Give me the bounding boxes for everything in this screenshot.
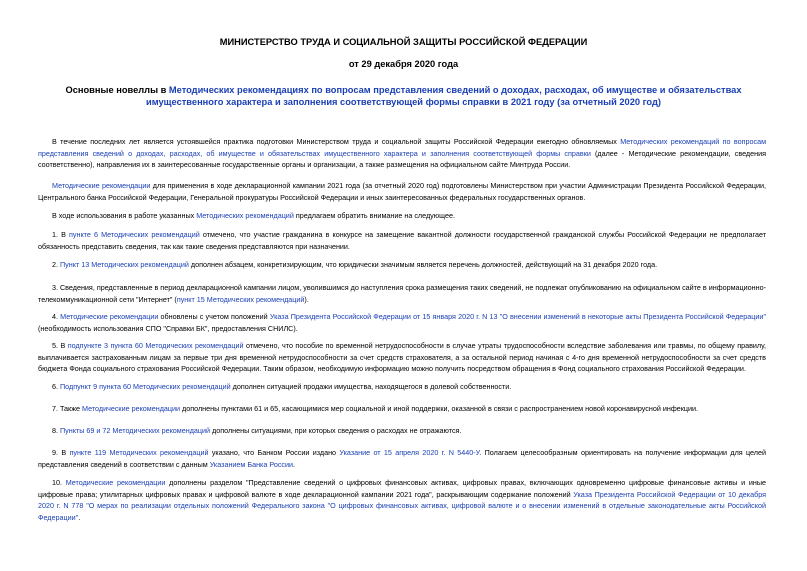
link-point-15[interactable]: пункт 15 Методических рекомендаций (176, 294, 305, 304)
link-decree-13[interactable]: Указа Президента Российской Федерации от 15 января 2020 г. N 13 "О внесении изменений в некоторые акты Президента Российской Федерации" (269, 312, 767, 321)
link-point-13[interactable]: Пункт 13 Методических рекомендаций (60, 260, 189, 269)
link-point-6[interactable]: пункте 6 Методических рекомендаций (68, 230, 200, 239)
text: 6. (52, 382, 60, 391)
document-title (40, 84, 767, 108)
item-6 (38, 381, 766, 393)
text: предлагаем обратить внимание на следующее. (293, 211, 455, 220)
text: дополнены разделом "Представление сведений о цифровых финансовых активах, цифровых правах, включающих одновременно цифровые финансовые активы и иные цифровые права; утилитарных цифровых правах и цифровой валюте в ходе декларационной кампании 2021 года", раскрывающим содержание положений (38, 478, 766, 499)
paragraph-preparation (38, 180, 766, 203)
text: . (78, 512, 81, 522)
item-2 (38, 259, 766, 271)
text: отмечено, что пособие по временной нетрудоспособности в случае утраты трудоспособности вследствие заболевания или травмы, по общему правилу, выплачивается застрахованным лицам за первые три дня временной нетрудоспособности за счет средств страхователя, а за остальной период начиная с 4-го дня временной нетрудоспособности за счет средств бюджета Фонда социального страхования Российской Федерации. Таким образом, необходимую информацию можно получить посредством обращения в Фонд социального страхования Российской Федерации. (38, 341, 766, 373)
item-1 (38, 229, 766, 252)
text: указано, что Банком России издано (208, 448, 340, 457)
link-methodical-recommendations[interactable]: Методические рекомендации (65, 478, 166, 487)
link-methodical-recommendations[interactable]: Методические рекомендации (60, 312, 159, 321)
text: обновлены с учетом положений (158, 312, 270, 321)
paragraph-attention (38, 210, 766, 222)
title-text: Основные новеллы в (65, 85, 169, 95)
text: 4. (52, 312, 61, 321)
text: для применения в ходе декларационной кампании 2021 года (за отчетный 2020 год) подготовлены Министерством при участии Администрации Президента Российской Федерации, Центрального банка Российской Федерации, Генеральной прокуратуры Российской Федерации и иных заинтересованных федеральных государственных органов. (38, 181, 766, 202)
text: В ходе использования в работе указанных (52, 211, 197, 220)
text: 5. В (52, 341, 68, 350)
link-methodical-recommendations[interactable]: Методических рекомендаций по вопросам представления сведений о доходах, расходах, об имуществе и обязательствах имущественного характера и заполнения соответствующей формы справки (38, 137, 767, 158)
text: . (293, 459, 296, 469)
paragraph-intro (38, 136, 766, 171)
text: 3. Сведения, представленные в период декларационной кампании лицом, уволившимся до наступления срока размещения таких сведений, не подлежат опубликованию на официальном сайте в информационно-телекоммуникационной сети "Интернет" ( (38, 283, 766, 304)
title-link[interactable]: Методических рекомендациях по вопросам представления сведений о доходах, расходах, об имуществе и обязательствах имущественного характера и заполнения соответствующей формы справки в 2021 году (за отчетный 2020 год) (146, 85, 742, 107)
text: . Полагаем целесообразным ориентировать на получение информации для целей представления сведений в соответствии с данным (38, 448, 766, 469)
item-10 (38, 477, 766, 523)
text: дополнен ситуацией продажи имущества, находящегося в долевой собственности. (230, 382, 512, 391)
text: дополнены ситуациями, при которых сведения о расходах не отражаются. (210, 426, 462, 435)
link-bank-of-russia-directive[interactable]: Указанием Банка России (209, 459, 294, 469)
document-date: от 29 декабря 2020 года (348, 59, 459, 69)
link-methodical-recommendations[interactable]: Методических рекомендаций (196, 211, 294, 220)
text: (далее - Методические рекомендации, сведения соответственно), направления их в заинтересованные государственные органы и организации, а также размещения на официальном сайте Минтруда России. (38, 148, 766, 169)
link-methodical-recommendations[interactable]: Методические рекомендации (82, 404, 181, 413)
text: 10. (52, 478, 66, 487)
ministry-heading: МИНИСТЕРСТВО ТРУДА И СОЦИАЛЬНОЙ ЗАЩИТЫ РОССИЙСКОЙ ФЕДЕРАЦИИ (219, 37, 588, 47)
item-5 (38, 340, 766, 375)
item-8 (38, 425, 766, 437)
text: 2. (52, 260, 60, 269)
link-decree-778[interactable]: Указа Президента Российской Федерации от 10 декабря 2020 г. N 778 "О мерах по реализации отдельных положений Федерального закона "О цифровых финансовых активах, цифровой валюте и о внесении изменений в отдельные законодательные акты Российской Федерации" (38, 489, 767, 522)
text: дополнены пунктами 61 и 65, касающимися мер социальной и иной поддержки, оказанной в связи с распространением новой коронавирусной инфекции. (180, 404, 699, 413)
text: ). (304, 294, 309, 304)
text: дополнен абзацем, конкретизирующим, что юридически значимым является перечень должностей, действующий на 31 декабря 2020 года. (188, 260, 658, 269)
item-9 (38, 447, 766, 470)
text: 7. Также (52, 404, 83, 413)
item-3 (38, 282, 766, 305)
link-methodical-recommendations[interactable]: Методические рекомендации (52, 181, 151, 190)
item-7 (38, 403, 766, 415)
link-subpoint-3-point-60[interactable]: подпункте 3 пункта 60 Методических рекомендаций (67, 341, 244, 350)
link-point-119[interactable]: пункте 119 Методических рекомендаций (69, 448, 209, 457)
text: 1. В (52, 230, 69, 239)
text: отмечено, что участие гражданина в конкурсе на замещение вакантной должности государственной гражданской службы Российской Федерации не предполагает обязанность представить сведения, так как такие сведения представляются при назначении. (38, 230, 766, 251)
text: (необходимость использования СПО "Справки БК", предоставления СНИЛС). (38, 323, 298, 333)
text: В течение последних лет является устоявшейся практика подготовки Министерством труда и социальной защиты Российской Федерации ежегодно обновляемых (52, 137, 621, 146)
text: 8. (52, 426, 60, 435)
link-points-69-72[interactable]: Пункты 69 и 72 Методических рекомендаций (60, 426, 211, 435)
link-subpoint-9-point-60[interactable]: Подпункт 9 пункта 60 Методических рекомендаций (60, 382, 231, 391)
item-4 (38, 311, 766, 334)
link-directive-5440u[interactable]: Указание от 15 апреля 2020 г. N 5440-У (339, 448, 480, 457)
text: 9. В (52, 448, 70, 457)
